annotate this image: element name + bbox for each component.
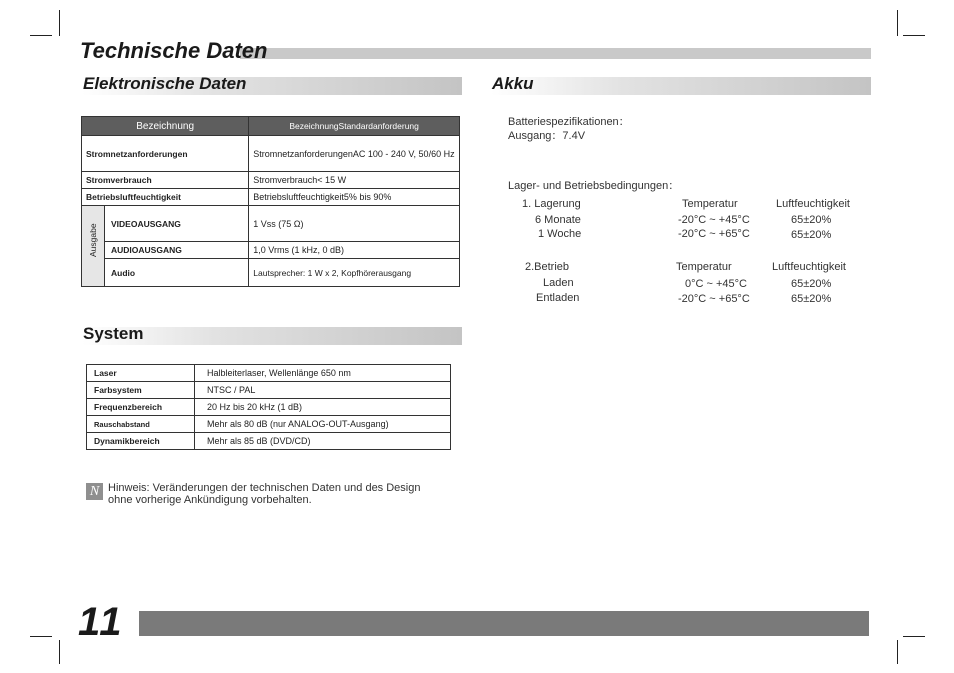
table-row-label: Dynamikbereich [87, 433, 195, 450]
page-title: Technische Daten [80, 38, 268, 63]
note-text-line1: Hinweis: Veränderungen der technischen Daten und des Design [108, 482, 421, 494]
group-label-cell [82, 206, 105, 287]
note-icon-letter: N [89, 484, 100, 499]
battery-output: Ausgang：7.4V [508, 130, 586, 142]
storage-title: 1. Lagerung [522, 198, 581, 210]
battery-spec-label: Batteriespezifikationen： [508, 116, 630, 128]
crop-mark [897, 10, 898, 36]
operation-row-temp: -20°C ~ +65°C [678, 293, 750, 305]
table-row-value: NTSC / PAL [195, 382, 451, 399]
table-row-value: 20 Hz bis 20 kHz (1 dB) [195, 399, 451, 416]
table-row-label: AUDIOAUSGANG [105, 242, 249, 259]
conditions-label: Lager- und Betriebsbedingungen： [508, 180, 680, 192]
electronic-table [81, 116, 460, 287]
section-title-akku: Akku [492, 74, 534, 93]
table-row-value: Mehr als 85 dB (DVD/CD) [195, 433, 451, 450]
storage-row-hum: 65±20% [791, 229, 832, 241]
crop-mark [903, 636, 925, 637]
section-title-system: System [83, 324, 144, 343]
table-row-label: Stromnetzanforderungen [82, 136, 249, 172]
crop-mark [59, 10, 60, 36]
table-header: BezeichnungStandardanforderung [249, 117, 460, 136]
section-bar-akku [491, 77, 871, 95]
table-row-label: VIDEOAUSGANG [105, 206, 249, 242]
page-number: 11 [78, 600, 124, 644]
operation-temp-head: Temperatur [676, 261, 732, 273]
note-icon [86, 483, 103, 500]
table-row-value: Mehr als 80 dB (nur ANALOG-OUT-Ausgang) [195, 416, 451, 433]
table-row-label: Farbsystem [87, 382, 195, 399]
group-label: Ausgabe [88, 223, 98, 257]
storage-row-label: 1 Woche [538, 228, 582, 240]
table-row-value: 1 Vss (75 Ω) [249, 206, 460, 242]
operation-row-hum: 65±20% [791, 278, 832, 290]
operation-row-hum: 65±20% [791, 293, 832, 305]
crop-mark [903, 35, 925, 36]
table-row-value: Lautsprecher: 1 W x 2, Kopfhörerausgang [249, 259, 460, 287]
system-table [86, 364, 451, 450]
operation-row-temp: 0°C ~ +45°C [685, 278, 747, 290]
storage-hum-head: Luftfeuchtigkeit [776, 198, 850, 210]
storage-row-temp: -20°C ~ +65°C [678, 228, 750, 240]
table-row-label: Betriebsluftfeuchtigkeit [82, 189, 249, 206]
note-text-line2: ohne vorherige Ankündigung vorbehalten. [108, 494, 312, 506]
table-row-label: Laser [87, 365, 195, 382]
table-row-value: Stromverbrauch< 15 W [249, 172, 460, 189]
table-header: Bezeichnung [82, 117, 249, 136]
table-row-value: StromnetzanforderungenAC 100 - 240 V, 50/60 Hz [249, 136, 460, 172]
crop-mark [30, 636, 52, 637]
operation-row-label: Laden [543, 277, 574, 289]
crop-mark [897, 640, 898, 664]
table-row-label: Audio [105, 259, 249, 287]
operation-hum-head: Luftfeuchtigkeit [772, 261, 846, 273]
table-row-value: Halbleiterlaser, Wellenlänge 650 nm [195, 365, 451, 382]
table-row-label: Rauschabstand [87, 416, 195, 433]
footer-bar [139, 611, 869, 636]
storage-row-temp: -20°C ~ +45°C [678, 214, 750, 226]
table-row-label: Frequenzbereich [87, 399, 195, 416]
storage-row-hum: 65±20% [791, 214, 832, 226]
crop-mark [59, 640, 60, 664]
operation-title: 2.Betrieb [525, 261, 570, 273]
section-title-electronic: Elektronische Daten [83, 74, 247, 93]
table-row-value: Betriebsluftfeuchtigkeit5% bis 90% [249, 189, 460, 206]
title-bar [240, 48, 871, 59]
crop-mark [30, 35, 52, 36]
storage-row-label: 6 Monate [535, 214, 581, 226]
table-row-value: 1,0 Vrms (1 kHz, 0 dB) [249, 242, 460, 259]
table-row-label: Stromverbrauch [82, 172, 249, 189]
storage-temp-head: Temperatur [682, 198, 738, 210]
operation-row-label: Entladen [536, 292, 580, 304]
